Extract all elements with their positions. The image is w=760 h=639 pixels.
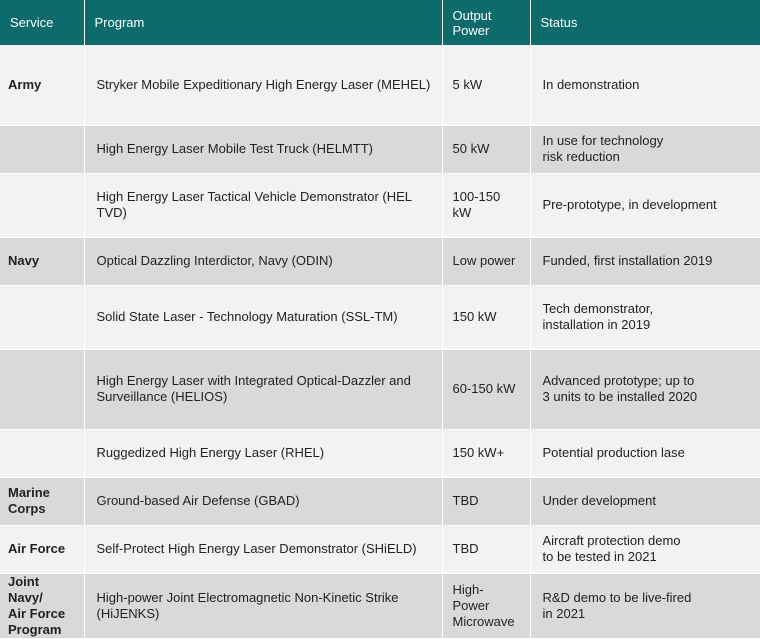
program-cell: Optical Dazzling Interdictor, Navy (ODIN) (84, 237, 442, 285)
header-service: Service (0, 0, 84, 45)
status-cell: Tech demonstrator, installation in 2019 (530, 285, 760, 349)
table-row (0, 573, 760, 638)
status-cell: Advanced prototype; up to 3 units to be installed 2020 (530, 349, 760, 429)
output-power-cell: TBD (442, 525, 530, 573)
status-cell: Potential production lase (530, 429, 760, 477)
output-power-cell: TBD (442, 477, 530, 525)
status-cell: Funded, first installation 2019 (530, 237, 760, 285)
status-cell: R&D demo to be live-fired in 2021 (530, 573, 760, 638)
header-row (0, 0, 760, 45)
service-cell: Army (0, 45, 84, 125)
output-power-cell: 100-150 kW (442, 173, 530, 237)
table-row (0, 285, 760, 349)
program-cell: High Energy Laser with Integrated Optical-Dazzler and Surveillance (HELIOS) (84, 349, 442, 429)
program-cell: Ruggedized High Energy Laser (RHEL) (84, 429, 442, 477)
service-cell: Navy (0, 237, 84, 285)
program-cell: High-power Joint Electromagnetic Non-Kinetic Strike (HiJENKS) (84, 573, 442, 638)
program-cell: Self-Protect High Energy Laser Demonstrator (SHiELD) (84, 525, 442, 573)
header-program: Program (84, 0, 442, 45)
table-body (0, 45, 760, 638)
table-row (0, 45, 760, 125)
program-cell: Stryker Mobile Expeditionary High Energy Laser (MEHEL) (84, 45, 442, 125)
output-power-cell: High-Power Microwave (442, 573, 530, 638)
service-cell (0, 429, 84, 477)
program-cell: High Energy Laser Mobile Test Truck (HELMTT) (84, 125, 442, 173)
header-status: Status (530, 0, 760, 45)
table-row (0, 349, 760, 429)
output-power-cell: 50 kW (442, 125, 530, 173)
service-cell (0, 173, 84, 237)
output-power-cell: 60-150 kW (442, 349, 530, 429)
status-cell: Pre-prototype, in development (530, 173, 760, 237)
table-row (0, 173, 760, 237)
service-cell (0, 349, 84, 429)
service-cell: Marine Corps (0, 477, 84, 525)
table-row (0, 429, 760, 477)
status-cell: Under development (530, 477, 760, 525)
status-cell: In demonstration (530, 45, 760, 125)
table-header (0, 0, 760, 45)
table-row (0, 125, 760, 173)
table-row (0, 237, 760, 285)
program-cell: Ground-based Air Defense (GBAD) (84, 477, 442, 525)
service-cell: Air Force (0, 525, 84, 573)
program-cell: Solid State Laser - Technology Maturation (SSL-TM) (84, 285, 442, 349)
output-power-cell: 150 kW+ (442, 429, 530, 477)
output-power-cell: 5 kW (442, 45, 530, 125)
program-cell: High Energy Laser Tactical Vehicle Demonstrator (HEL TVD) (84, 173, 442, 237)
service-cell (0, 125, 84, 173)
table-row (0, 525, 760, 573)
table-row (0, 477, 760, 525)
output-power-cell: Low power (442, 237, 530, 285)
header-output-power: Output Power (442, 0, 530, 45)
service-cell: Joint Navy/ Air Force Program (0, 573, 84, 638)
output-power-cell: 150 kW (442, 285, 530, 349)
service-cell (0, 285, 84, 349)
status-cell: Aircraft protection demo to be tested in 2021 (530, 525, 760, 573)
status-cell: In use for technology risk reduction (530, 125, 760, 173)
